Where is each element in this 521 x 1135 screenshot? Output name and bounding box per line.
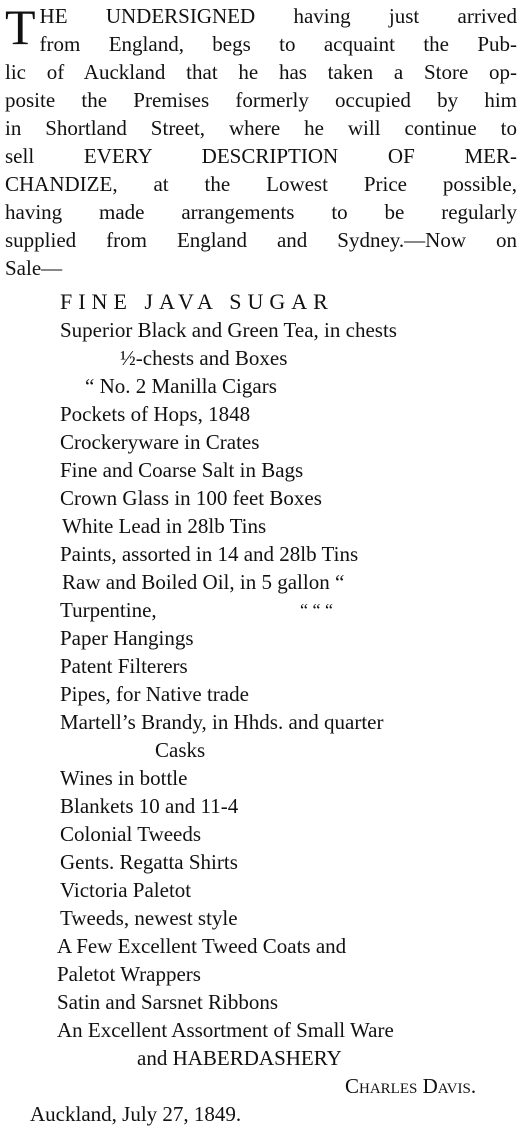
list-item: “ No. 2 Manilla Cigars (85, 374, 277, 398)
list-item: Pipes, for Native trade (60, 682, 249, 706)
list-item: Martell’s Brandy, in Hhds. and quarter (60, 710, 384, 734)
intro-line: sell EVERY DESCRIPTION OF MER- (5, 144, 517, 168)
intro-line: having made arrangements to be regularly (5, 200, 517, 224)
list-item: Satin and Sarsnet Ribbons (57, 990, 279, 1014)
list-item: Patent Filterers (60, 654, 188, 678)
ditto-marks: “ “ “ (300, 600, 333, 620)
intro-line: CHANDIZE, at the Lowest Price possible, (5, 172, 517, 196)
list-item: and HABERDASHERY (137, 1046, 342, 1070)
drop-cap: T (5, 0, 36, 55)
list-item: Pockets of Hops, 1848 (60, 402, 251, 426)
list-item: Colonial Tweeds (60, 822, 202, 846)
list-item: Paletot Wrappers (57, 962, 201, 986)
intro-line: lic of Auckland that he has taken a Store op- (5, 60, 517, 84)
intro-paragraph (5, 2, 517, 282)
list-item: Tweeds, newest style (60, 906, 238, 930)
list-item: Crown Glass in 100 feet Boxes (60, 486, 322, 510)
list-item: Gents. Regatta Shirts (60, 850, 238, 874)
list-item: Superior Black and Green Tea, in chests (60, 318, 397, 342)
list-item: Crockeryware in Crates (60, 430, 260, 454)
list-item: Blankets 10 and 11-4 (60, 794, 239, 818)
intro-line: supplied from England and Sydney.—Now on (5, 228, 517, 252)
list-item: Paper Hangings (60, 626, 194, 650)
list-item: Casks (155, 738, 206, 762)
list-item: An Excellent Assortment of Small Ware (57, 1018, 394, 1042)
signature: Charles Davis. (345, 1074, 477, 1098)
intro-line: posite the Premises formerly occupied by him (5, 88, 517, 112)
intro-line: from England, begs to acquaint the Pub- (39, 32, 517, 56)
dateline: Auckland, July 27, 1849. (30, 1102, 242, 1126)
heading-java-sugar: FINE JAVA SUGAR (60, 289, 334, 314)
intro-line: Sale— (5, 256, 63, 280)
list-item: ½-chests and Boxes (120, 346, 288, 370)
intro-line: HE UNDERSIGNED having just arrived (39, 4, 517, 28)
list-item: A Few Excellent Tweed Coats and (57, 934, 347, 958)
list-item: White Lead in 28lb Tins (62, 514, 267, 538)
list-item: Paints, assorted in 14 and 28lb Tins (60, 542, 359, 566)
list-item: Wines in bottle (60, 766, 188, 790)
list-item: Victoria Paletot (60, 878, 192, 902)
list-item: Fine and Coarse Salt in Bags (60, 458, 304, 482)
list-item: Raw and Boiled Oil, in 5 gallon “ (62, 570, 345, 594)
list-item: Turpentine, (60, 598, 157, 622)
intro-line: in Shortland Street, where he will continue to (5, 116, 517, 140)
